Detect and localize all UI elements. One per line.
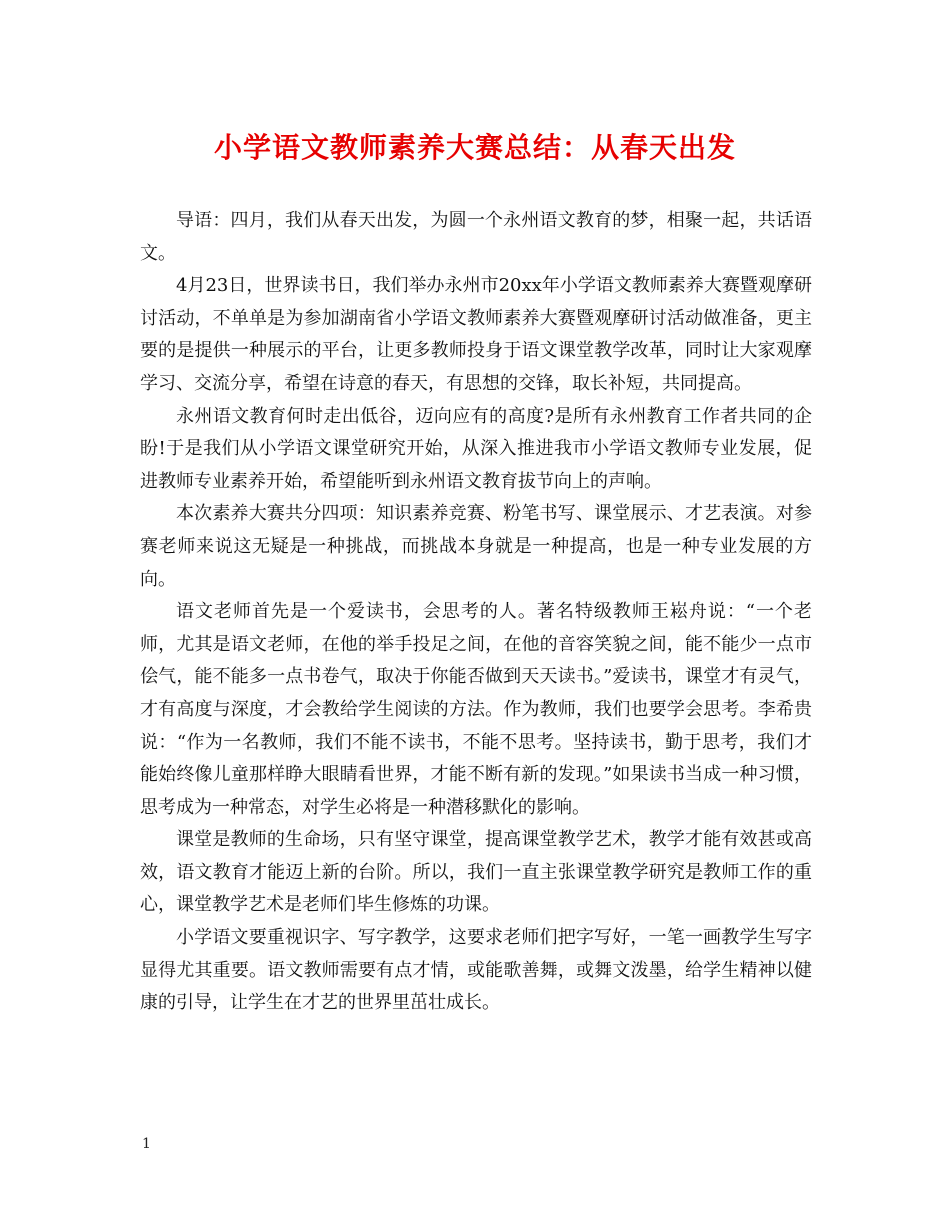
document-title: 小学语文教师素养大赛总结：从春天出发: [213, 131, 736, 164]
paragraph-intro: 导语：四月，我们从春天出发，为圆一个永州语文教育的梦，相聚一起，共话语文。: [140, 210, 812, 264]
paragraph-goal: 永州语文教育何时走出低谷，迈向应有的高度?是所有永州教育工作者共同的企盼!于是我们从小学语文课堂研究开始，从深入推进我市小学语文教师专业发展，促进教师专业素养开始，希望能听到永州语文教育拔节向上的声响。: [140, 405, 812, 492]
paragraph-writing: 小学语文要重视识字、写字教学，这要求老师们把字写好，一笔一画教学生写字显得尤其重要。语文教师需要有点才情，或能歌善舞，或舞文泼墨，给学生精神以健康的引导，让学生在才艺的世界里茁壮成长。: [140, 927, 812, 1014]
paragraph-contest-items: 本次素养大赛共分四项：知识素养竞赛、粉笔书写、课堂展示、才艺表演。对参赛老师来说这无疑是一种挑战，而挑战本身就是一种提高，也是一种专业发展的方向。: [140, 503, 812, 590]
paragraph-classroom: 课堂是教师的生命场，只有坚守课堂，提高课堂教学艺术，教学才能有效甚或高效，语文教育才能迈上新的台阶。所以，我们一直主张课堂教学研究是教师工作的重心，课堂教学艺术是老师们毕生修炼的功课。: [140, 829, 812, 916]
paragraph-reading: 语文老师首先是一个爱读书，会思考的人。著名特级教师王崧舟说：“一个老师，尤其是语文老师，在他的举手投足之间，在他的音容笑貌之间，能不能少一点市侩气，能不能多一点书卷气，取决于你能否做到天天读书。”爱读书，课堂才有灵气，才有高度与深度，才会教给学生阅读的方法。作为教师，我们也要学会思考。李希贵说：“作为一名教师，我们不能不读书，不能不思考。坚持读书，勤于思考，我们才能始终像儿童那样睁大眼睛看世界，才能不断有新的发现。”如果读书当成一种习惯，思考成为一种常态，对学生必将是一种潜移默化的影响。: [140, 601, 812, 818]
document-body: [140, 205, 812, 1020]
paragraph-event: 4月23日，世界读书日，我们举办永州市20xx年小学语文教师素养大赛暨观摩研讨活动，不单单是为参加湖南省小学语文教师素养大赛暨观摩研讨活动做准备，更主要的是提供一种展示的平台，让更多教师投身于语文课堂教学改革，同时让大家观摩学习、交流分享，希望在诗意的春天，有思想的交锋，取长补短，共同提高。: [140, 275, 812, 394]
page-number: 1: [142, 1136, 151, 1152]
